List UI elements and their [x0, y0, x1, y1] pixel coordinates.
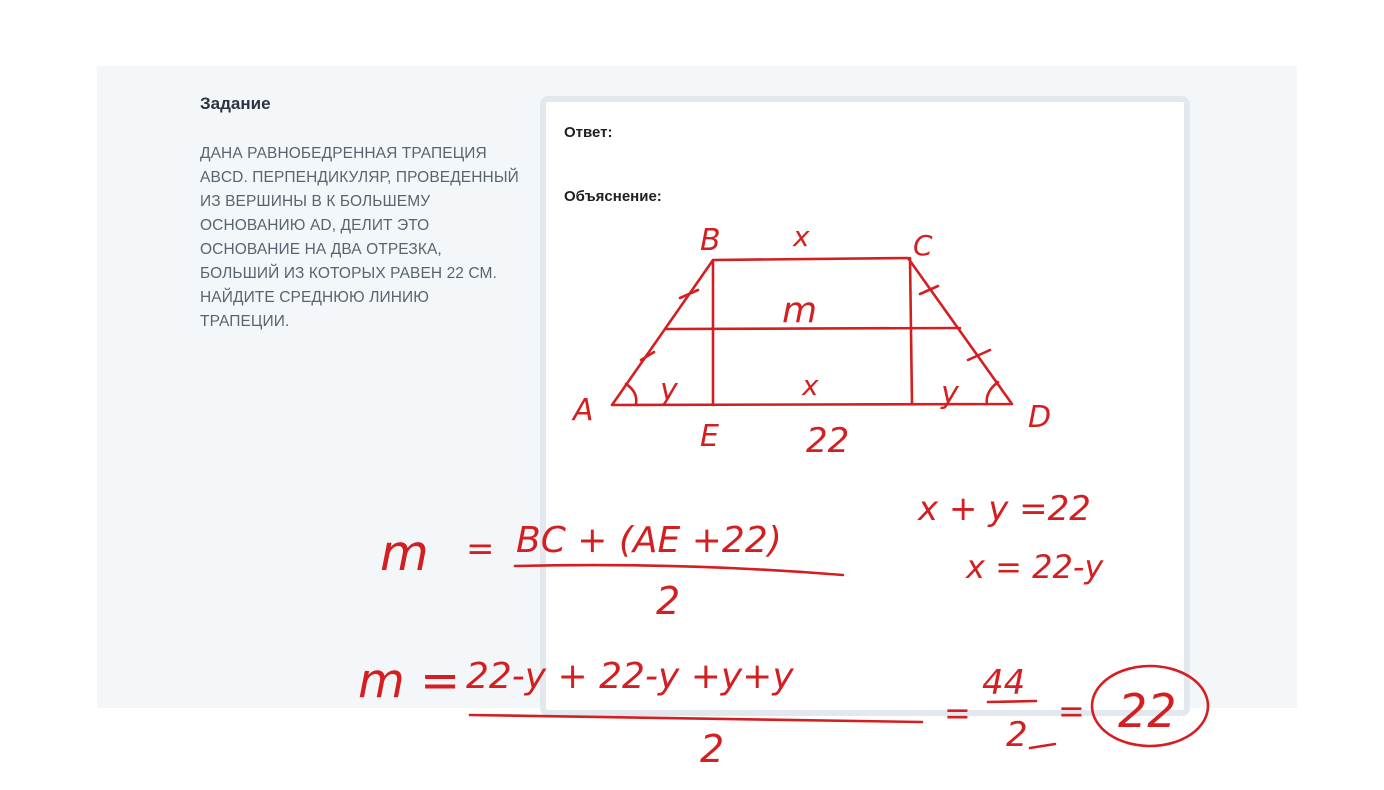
label-y-left: y: [660, 373, 678, 408]
eq3-numerator: 22-y + 22-y +y+y: [466, 656, 794, 697]
label-b: B: [700, 223, 721, 258]
task-panel: [97, 66, 1297, 708]
eq3-lhs: m =: [358, 653, 461, 709]
task-section: [200, 94, 530, 334]
label-d: D: [1028, 400, 1052, 435]
label-m: m: [782, 290, 818, 331]
label-ef-x: x: [802, 369, 819, 402]
label-bc-x: x: [793, 220, 810, 253]
eq3-frac-denominator: 2: [1006, 715, 1028, 755]
eq3-fraction-bar: [470, 715, 922, 722]
task-title: Задание: [200, 94, 271, 113]
label-a: A: [573, 393, 594, 428]
eq2-line1: x + y =22: [918, 489, 1091, 529]
label-y-right: y: [941, 376, 959, 411]
answer-box: [540, 96, 1190, 716]
task-text: ДАНА РАВНОБЕДРЕННАЯ ТРАПЕЦИЯ ABCD. ПЕРПЕНДИКУЛЯР, ПРОВЕДЕННЫЙ ИЗ ВЕРШИНЫ B К БОЛЬШЕМУ ОСНОВАНИЮ AD, ДЕЛИТ ЭТО ОСНОВАНИЕ НА ДВА ОТРЕЗКА, БОЛЬШИЙ ИЗ КОТОРЫХ РАВЕН 22 СМ. НАЙДИТЕ СРЕДНЮЮ ЛИНИЮ ТРАПЕЦИИ.: [200, 145, 519, 330]
eq3-underline: [1030, 744, 1055, 748]
eq3-frac-numerator: 44: [982, 663, 1026, 703]
label-22: 22: [806, 421, 850, 461]
explanation-label: Объяснение:: [564, 188, 662, 205]
eq1-numerator: BC + (AE +22): [516, 520, 782, 561]
eq3-result: 22: [1118, 684, 1177, 738]
eq1-equals: =: [466, 529, 495, 569]
answer-label: Ответ:: [564, 124, 613, 141]
eq2-line2: x = 22-y: [966, 548, 1104, 586]
eq3-denominator: 2: [700, 727, 725, 771]
label-c: C: [913, 229, 933, 262]
eq3-equals-3: =: [1058, 692, 1085, 730]
eq3-equals-2: =: [944, 694, 971, 732]
eq1-denominator: 2: [656, 579, 681, 623]
label-e: E: [700, 419, 719, 454]
eq1-lhs: m: [380, 524, 429, 582]
